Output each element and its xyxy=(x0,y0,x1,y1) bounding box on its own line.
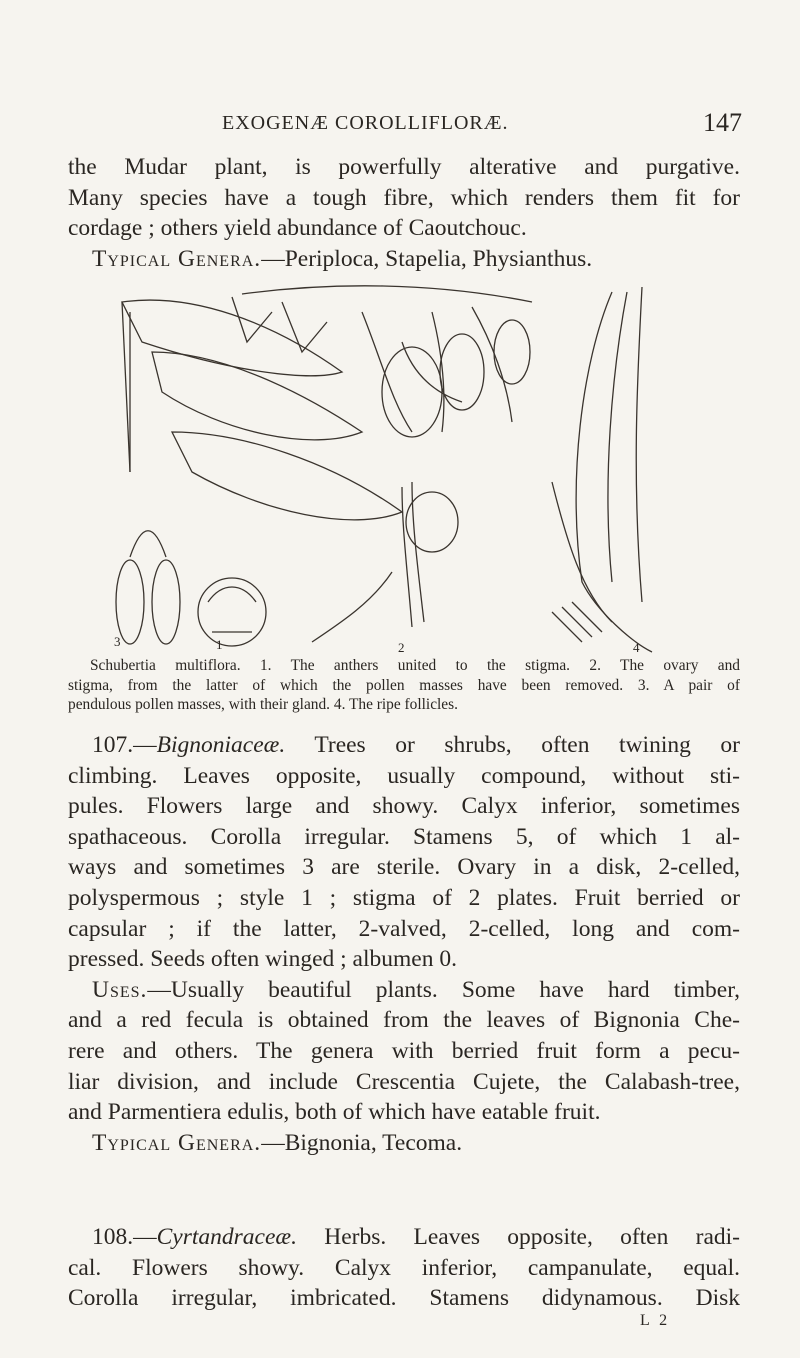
text-line: cordage ; others yield abundance of Caoutchouc. xyxy=(68,215,527,242)
text-line: Corolla irregular, imbricated. Stamens didynamous. Disk xyxy=(68,1285,740,1312)
header-title: EXOGENÆ COROLLIFLORÆ. xyxy=(222,112,509,134)
caption-line: stigma, from the latter of which the pollen masses have been removed. 3. A pair of xyxy=(68,676,740,694)
uses-label: Uses. xyxy=(92,976,148,1003)
caption-line: pendulous pollen masses, with their gland. 4. The ripe follicles. xyxy=(68,696,458,713)
text-line: climbing. Leaves opposite, usually compound, without sti- xyxy=(68,762,740,789)
text-line: pules. Flowers large and showy. Calyx inferior, sometimes xyxy=(68,793,740,820)
text-line: the Mudar plant, is powerfully alterative and purgative. xyxy=(68,154,740,180)
leaf-shape xyxy=(172,432,402,520)
caption-line: Schubertia multiflora. 1. The anthers united to the stigma. 2. The ovary and xyxy=(90,657,740,674)
page-number: 147 xyxy=(703,108,742,137)
text-line: liar division, and include Crescentia Cujete, the Calabash-tree, xyxy=(68,1068,740,1095)
text-line: and a red fecula is obtained from the leaves of Bignonia Che- xyxy=(68,1007,740,1034)
figure-label-1: 1 xyxy=(216,637,223,652)
text-line: Many species have a tough fibre, which renders them fit for xyxy=(68,184,740,211)
family-name: Bignoniaceæ. xyxy=(156,732,286,758)
text-line: ways and sometimes 3 are sterile. Ovary in a disk, 2-celled, xyxy=(68,854,740,881)
typical-genera-label: Typical Genera. xyxy=(92,245,262,272)
section-heading-line xyxy=(68,730,740,761)
text-line: spathaceous. Corolla irregular. Stamens 5, of which 1 al- xyxy=(68,823,740,850)
typical-genera-label: Typical Genera. xyxy=(92,1129,262,1156)
paragraph-periplocaceae-end xyxy=(68,152,740,274)
text-line: Herbs. Leaves opposite, often radi- xyxy=(296,1224,740,1250)
section-108-cyrtandraceae xyxy=(68,1222,740,1314)
section-number: 108.— xyxy=(92,1224,157,1250)
text-line: rere and others. The genera with berried fruit form a pecu- xyxy=(68,1037,740,1064)
botanical-illustration xyxy=(112,282,658,654)
text-line: capsular ; if the latter, 2-valved, 2-celled, long and com- xyxy=(68,915,740,942)
figure-label-4: 4 xyxy=(633,640,640,655)
figure-label-2: 2 xyxy=(398,640,405,655)
section-heading-line xyxy=(68,1222,740,1253)
uses-line xyxy=(68,975,740,1006)
figure-caption xyxy=(68,656,740,715)
leaf-shape xyxy=(152,352,362,440)
text-line: Trees or shrubs, often twining or xyxy=(285,732,740,758)
text-line: pressed. Seeds often winged ; albumen 0. xyxy=(68,946,457,973)
text-line: —Usually beautiful plants. Some have hard timber, xyxy=(147,976,740,1003)
typical-genera-text: —Periploca, Stapelia, Physianthus. xyxy=(261,245,593,272)
family-name: Cyrtandraceæ. xyxy=(156,1224,297,1250)
typical-genera-line xyxy=(68,1128,740,1159)
section-107-bignoniaceae xyxy=(68,730,740,1158)
figure-label-3: 3 xyxy=(114,634,121,649)
running-header xyxy=(222,108,742,140)
section-number: 107.— xyxy=(92,732,157,758)
text-line: polyspermous ; style 1 ; stigma of 2 plates. Fruit berried or xyxy=(68,884,740,911)
typical-genera-text: —Bignonia, Tecoma. xyxy=(261,1129,463,1156)
signature-mark: L 2 xyxy=(640,1312,671,1329)
typical-genera-line xyxy=(68,244,740,275)
text-line: and Parmentiera edulis, both of which have eatable fruit. xyxy=(68,1099,601,1126)
text-line: cal. Flowers showy. Calyx inferior, campanulate, equal. xyxy=(68,1254,740,1281)
schubertia-engraving xyxy=(112,282,658,654)
